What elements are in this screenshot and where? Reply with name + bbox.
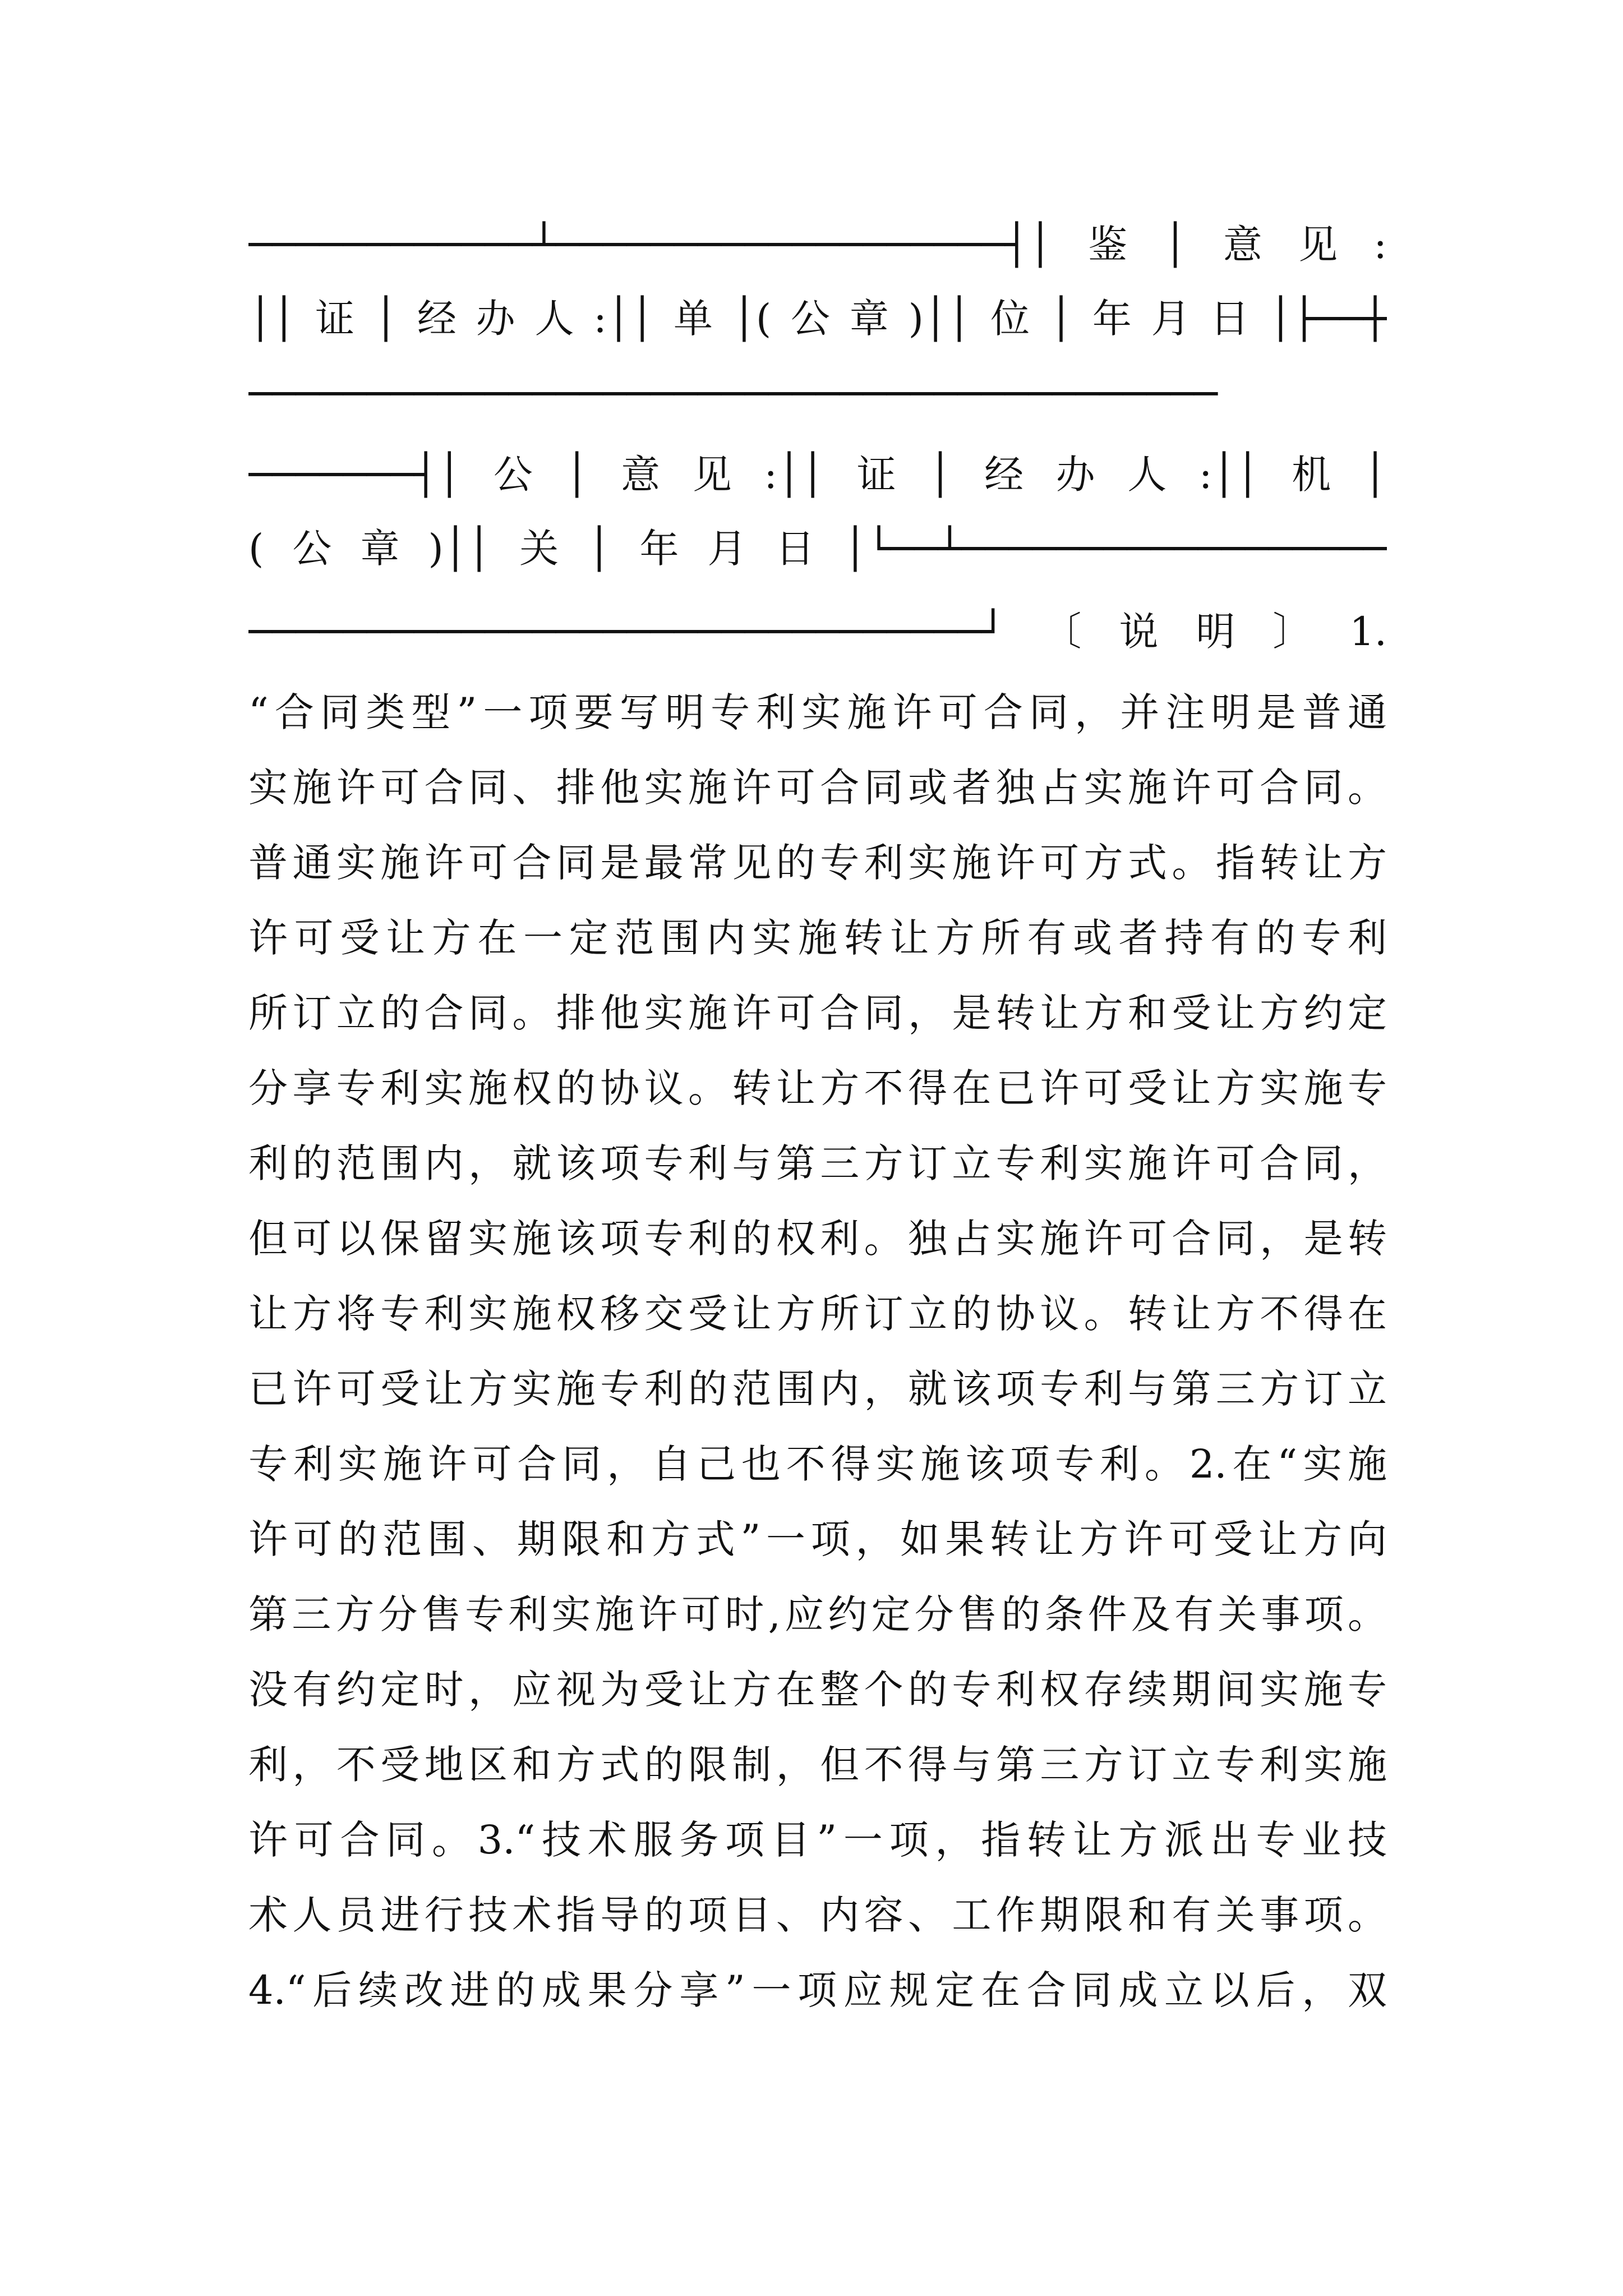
text-line: 专利实施许可合同，自己也不得实施该项专利。2.在“实施 (248, 1441, 1387, 1487)
text-line: (公章)││关│年月日│└──┴────────────────── (248, 526, 1387, 572)
text-line: 许可合同。3.“技术服务项目”一项，指转让方派出专业技 (248, 1817, 1387, 1863)
text-line: “合同类型”一项要写明专利实施许可合同，并注明是普通 (248, 689, 1387, 735)
text-line: ────────────┴───────────────────┤│鉴│意见: (248, 222, 1387, 268)
text-line: ───────────────────────────────┘〔说明〕1. (248, 609, 1387, 655)
text-line: ───────────────────────────────────────── (248, 371, 1218, 417)
text-line: 利的范围内，就该项专利与第三方订立专利实施许可合同， (248, 1140, 1387, 1186)
text-line: 普通实施许可合同是最常见的专利实施许可方式。指转让方 (248, 840, 1387, 886)
text-line: 分享专利实施权的协议。转让方不得在已许可受让方实施专 (248, 1065, 1387, 1111)
text-line: ───────┤│公│意见:││证│经办人:││机│ (248, 452, 1387, 498)
text-line: 许可受让方在一定范围内实施转让方所有或者持有的专利 (248, 915, 1387, 961)
text-line: 许可的范围、期限和方式”一项，如果转让方许可受让方向 (248, 1516, 1387, 1562)
text-line: 已许可受让方实施专利的范围内，就该项专利与第三方订立 (248, 1366, 1387, 1412)
text-line: 没有约定时，应视为受让方在整个的专利权存续期间实施专 (248, 1667, 1387, 1713)
text-line: 实施许可合同、排他实施许可合同或者独占实施许可合同。 (248, 765, 1387, 811)
text-line: 术人员进行技术指导的项目、内容、工作期限和有关事项。 (248, 1892, 1387, 1938)
text-line: 让方将专利实施权移交受让方所订立的协议。转让方不得在 (248, 1291, 1387, 1337)
text-line: 所订立的合同。排他实施许可合同，是转让方和受让方约定 (248, 990, 1387, 1036)
text-line: ││证│经办人:││单│(公章)││位│年月日│├──┼ (248, 296, 1387, 342)
text-line: 4.“后续改进的成果分享”一项应规定在合同成立以后，双 (248, 1967, 1387, 2013)
text-line: 利，不受地区和方式的限制，但不得与第三方订立专利实施 (248, 1742, 1387, 1788)
text-line: 但可以保留实施该项专利的权利。独占实施许可合同，是转 (248, 1216, 1387, 1262)
text-line: 第三方分售专利实施许可时,应约定分售的条件及有关事项。 (248, 1591, 1387, 1637)
